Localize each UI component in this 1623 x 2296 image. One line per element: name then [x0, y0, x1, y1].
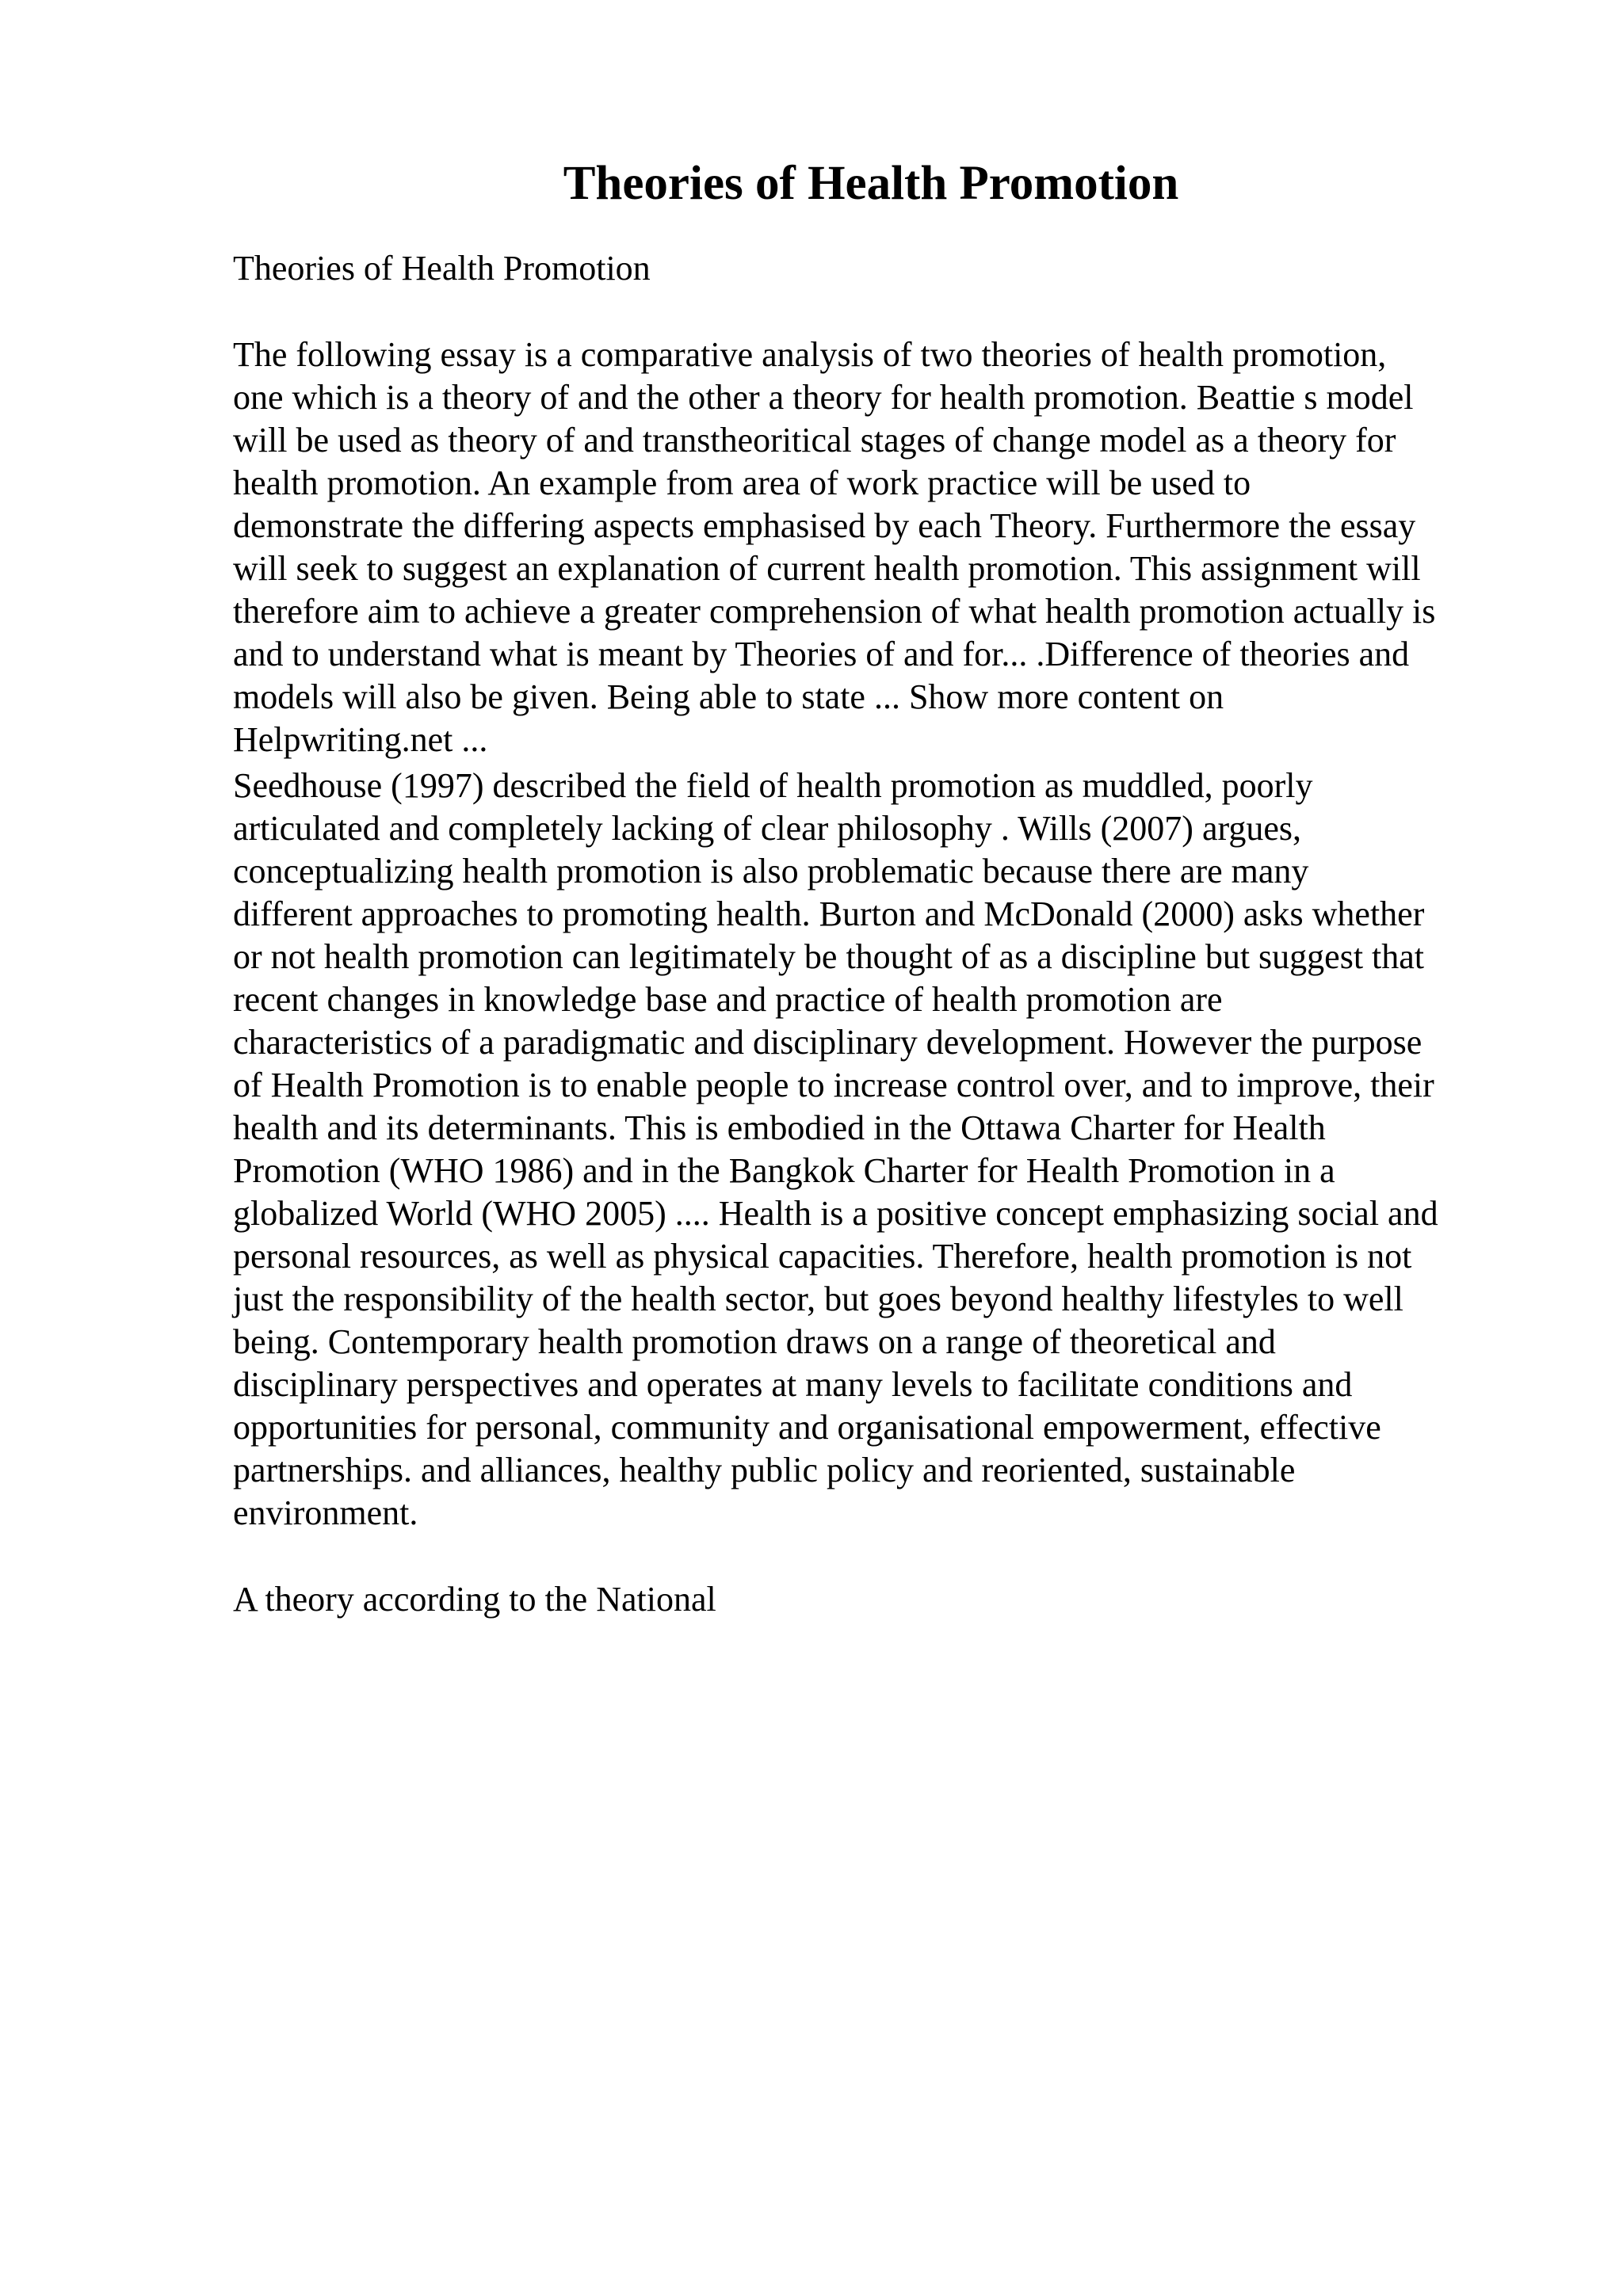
- paragraph-line: or not health promotion can legitimately be thought of as a discipline but suggest that: [233, 937, 1425, 976]
- document-subtitle: [233, 247, 1533, 290]
- paragraph-line: opportunities for personal, community and organisational empowerment, effective: [233, 1408, 1381, 1447]
- paragraph-line: of Health Promotion is to enable people to increase control over, and to improve, their: [233, 1066, 1434, 1104]
- paragraph-line: environment.: [233, 1493, 418, 1532]
- paragraph-line: recent changes in knowledge base and practice of health promotion are: [233, 980, 1223, 1019]
- paragraph-closing: [233, 1578, 1533, 1621]
- paragraph-line: Promotion (WHO 1986) and in the Bangkok Charter for Health Promotion in a: [233, 1151, 1335, 1190]
- paragraph-line: health and its determinants. This is embodied in the Ottawa Charter for Health: [233, 1108, 1326, 1147]
- paragraph-line: different approaches to promoting health. Burton and McDonald (2000) asks whether: [233, 894, 1425, 933]
- paragraph-line: The following essay is a comparative analysis of two theories of health promotion,: [233, 335, 1387, 374]
- paragraph-line: A theory according to the National: [233, 1580, 716, 1619]
- paragraph-line: one which is a theory of and the other a theory for health promotion. Beattie s model: [233, 378, 1414, 417]
- paragraph-line: models will also be given. Being able to state ... Show more content on: [233, 677, 1224, 716]
- paragraph-line: will seek to suggest an explanation of current health promotion. This assignment will: [233, 549, 1421, 588]
- document-title: Theories of Health Promotion: [563, 157, 1179, 210]
- paragraph-line: being. Contemporary health promotion draws on a range of theoretical and: [233, 1322, 1276, 1361]
- paragraph-line: Seedhouse (1997) described the field of health promotion as muddled, poorly: [233, 766, 1313, 805]
- paragraph-intro: [233, 334, 1533, 761]
- paragraph-line: conceptualizing health promotion is also problematic because there are many: [233, 852, 1309, 891]
- paragraph-line: will be used as theory of and transtheoritical stages of change model as a theory for: [233, 421, 1396, 460]
- paragraph-line: globalized World (WHO 2005) .... Health is a positive concept emphasizing social and: [233, 1194, 1438, 1233]
- paragraph-body: [233, 765, 1533, 1535]
- paragraph-line: disciplinary perspectives and operates at many levels to facilitate conditions and: [233, 1365, 1353, 1404]
- paragraph-line: articulated and completely lacking of clear philosophy . Wills (2007) argues,: [233, 809, 1301, 848]
- paragraph-line: personal resources, as well as physical capacities. Therefore, health promotion is not: [233, 1237, 1412, 1276]
- paragraph-line: demonstrate the differing aspects emphasised by each Theory. Furthermore the essay: [233, 506, 1416, 545]
- subtitle-line: Theories of Health Promotion: [233, 249, 651, 288]
- paragraph-line: and to understand what is meant by Theories of and for... .Difference of theories and: [233, 635, 1410, 673]
- paragraph-line: characteristics of a paradigmatic and disciplinary development. However the purpose: [233, 1023, 1423, 1062]
- paragraph-line: health promotion. An example from area of work practice will be used to: [233, 463, 1251, 502]
- paragraph-line: just the responsibility of the health sector, but goes beyond healthy lifestyles to well: [233, 1280, 1403, 1318]
- paragraph-line: therefore aim to achieve a greater comprehension of what health promotion actually is: [233, 592, 1436, 631]
- paragraph-line: Helpwriting.net ...: [233, 720, 488, 759]
- paragraph-line: partnerships. and alliances, healthy public policy and reoriented, sustainable: [233, 1451, 1296, 1489]
